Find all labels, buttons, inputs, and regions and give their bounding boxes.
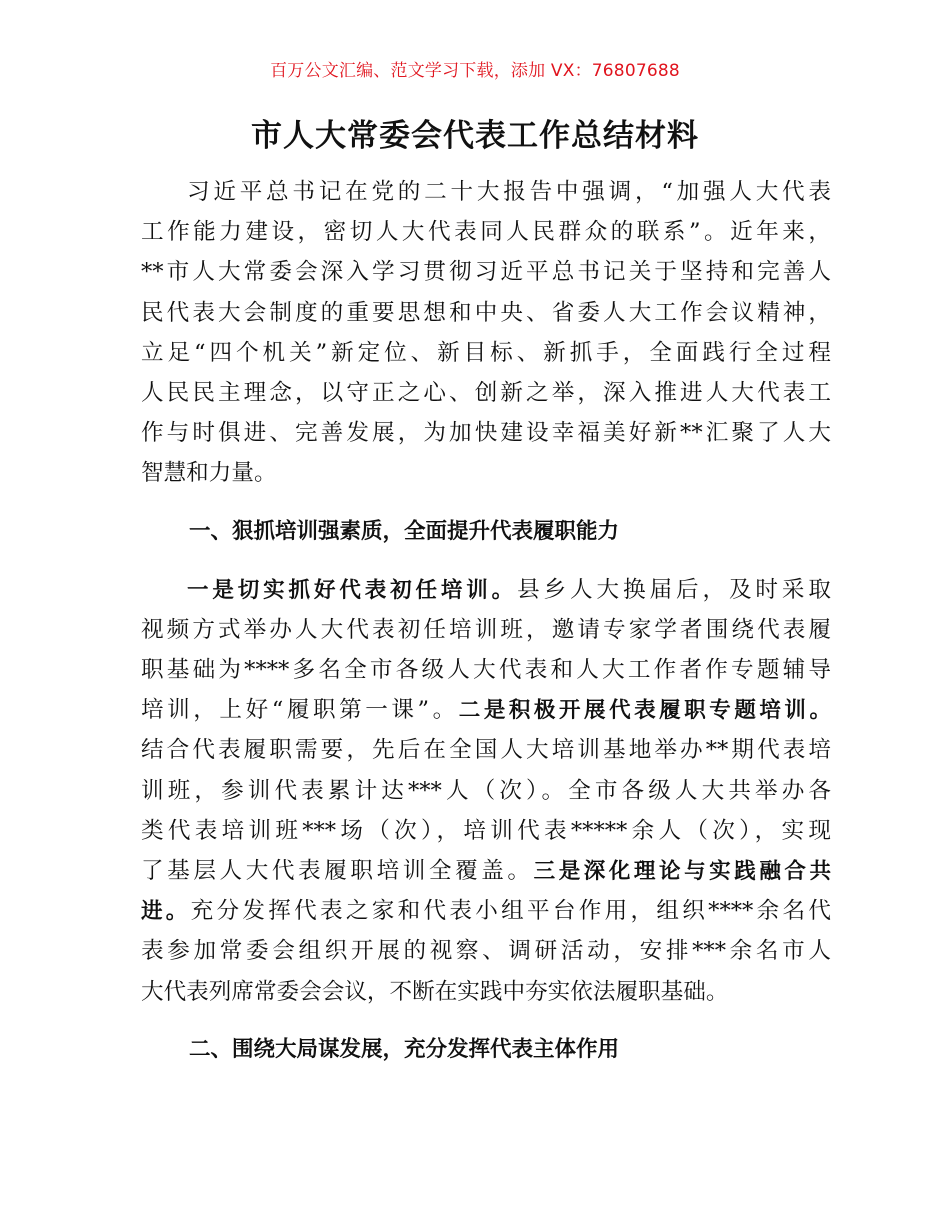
text-line: 智慧和力量。 — [141, 460, 277, 487]
text-line: 习近平总书记在党的二十大报告中强调，“加强人大代表 — [187, 179, 831, 205]
watermark-banner: 百万公文汇编、范文学习下载，添加 VX：76807688 — [270, 61, 680, 81]
text-line: 培训，上好“履职第一课”。二是积极开展代表履职专题培训。 — [141, 697, 831, 724]
text-line: 视频方式举办人大代表初任培训班，邀请专家学者围绕代表履 — [141, 616, 831, 643]
text-line: 进。充分发挥代表之家和代表小组平台作用，组织****余名代 — [141, 898, 831, 925]
text-line: 工作能力建设，密切人大代表同人民群众的联系”。近年来， — [141, 219, 831, 246]
bold-lead: 进。 — [141, 899, 191, 925]
document-title: 市人大常委会代表工作总结材料 — [251, 118, 699, 154]
bold-lead: 二是积极开展代表履职专题培训。 — [458, 698, 831, 724]
section1-paragraph — [141, 570, 831, 1012]
text-line: 立足“四个机关”新定位、新目标、新抓手，全面践行全过程 — [141, 339, 831, 366]
text-line: 职基础为****多名全市各级人大代表和人大工作者作专题辅导 — [141, 657, 831, 684]
text-line: 作与时俱进、完善发展，为加快建设幸福美好新**汇聚了人大 — [141, 420, 831, 447]
text-line: 训班，参训代表累计达***人（次）。全市各级人大共举办各 — [141, 777, 831, 804]
text-line: 一是切实抓好代表初任培训。县乡人大换届后，及时采取 — [187, 576, 831, 603]
text-line: 结合代表履职需要，先后在全国人大培训基地举办**期代表培 — [141, 737, 831, 764]
text-line: 了基层人大代表履职培训全覆盖。三是深化理论与实践融合共 — [141, 858, 831, 884]
section-heading-2: 二、围绕大局谋发展，充分发挥代表主体作用 — [189, 1036, 620, 1062]
document-body — [141, 172, 831, 1070]
text-line: 表参加常委会组织开展的视察、调研活动，安排***余名市人 — [141, 938, 831, 965]
bold-lead: 三是深化理论与实践融合共 — [533, 859, 831, 884]
text-line: **市人大常委会深入学习贯彻习近平总书记关于坚持和完善人 — [141, 259, 831, 286]
text-line: 人民民主理念，以守正之心、创新之举，深入推进人大代表工 — [141, 379, 831, 406]
text-line: 民代表大会制度的重要思想和中央、省委人大工作会议精神， — [141, 299, 831, 326]
bold-lead: 一是切实抓好代表初任培训。 — [187, 577, 518, 603]
intro-paragraph — [141, 172, 831, 494]
text-line: 大代表列席常委会会议，不断在实践中夯实依法履职基础。 — [141, 978, 729, 1005]
section-heading-1: 一、狠抓培训强素质，全面提升代表履职能力 — [189, 518, 620, 544]
text-line: 类代表培训班***场（次），培训代表*****余人（次），实现 — [141, 817, 831, 844]
